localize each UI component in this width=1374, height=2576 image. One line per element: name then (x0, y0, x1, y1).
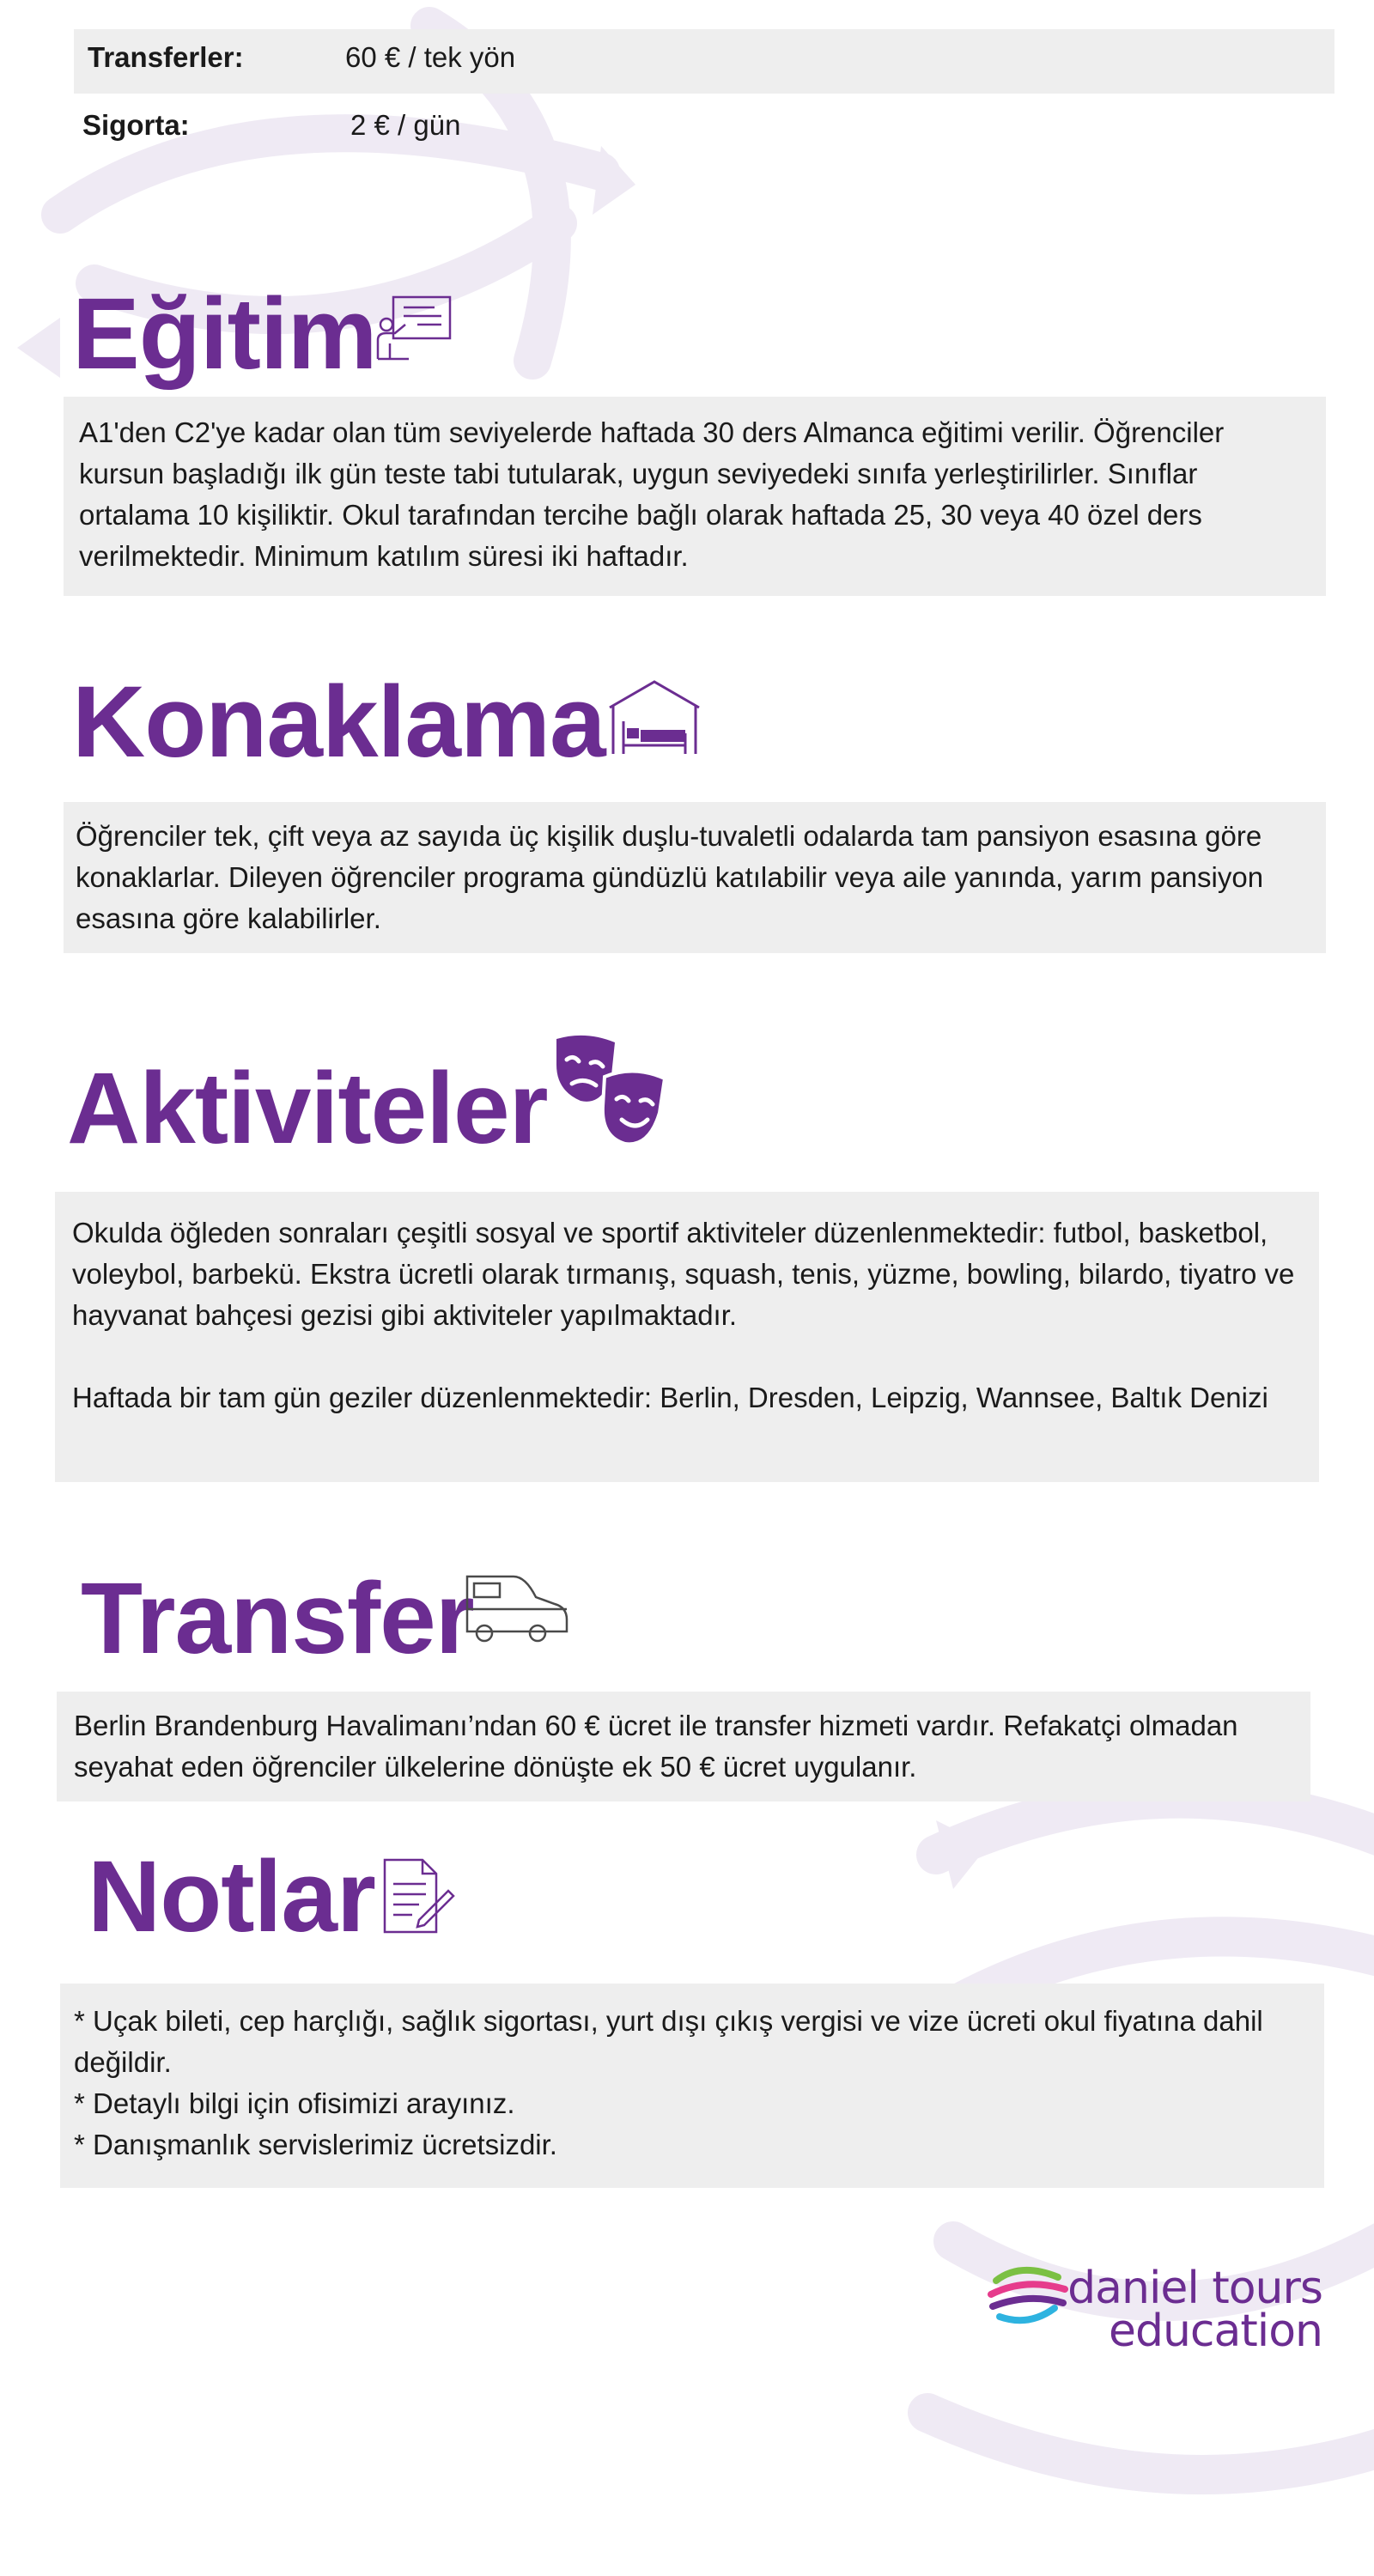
notes-icon (380, 1856, 457, 1935)
notes-item-3: * Danışmanlık servislerimiz ücretsizdir. (74, 2129, 557, 2160)
activities-body-2: Haftada bir tam gün geziler düzenlenmektedir: Berlin, Dresden, Leipzig, Wannsee, Baltık Denizi (72, 1382, 1268, 1413)
logo-line-1: daniel tours (1067, 2263, 1322, 2314)
transfer-price-label: Transferler: (88, 41, 244, 73)
education-title: Eğitim (72, 277, 377, 391)
education-box (64, 397, 1326, 596)
activities-body-1: Okulda öğleden sonraları çeşitli sosyal ve sportif aktiviteler düzenlenmektedir: futbol, basketbol, voleybol, barbekü. Ekstra ücretli olarak tırmanış, squash, tenis, yüzme, bowling, bilardo, tiyatro ve hayvanat bahçesi gezisi gibi aktiviteler yapılmaktadır. (72, 1217, 1295, 1331)
van-icon (464, 1568, 570, 1647)
transfer-price-value: 60 € / tek yön (345, 41, 516, 73)
notes-box (60, 1984, 1324, 2188)
notes-item-2: * Detaylı bilgi için ofisimizi arayınız. (74, 2087, 515, 2119)
theater-masks-icon (551, 1034, 672, 1151)
activities-title: Aktiviteler (67, 1052, 548, 1165)
transfer-body: Berlin Brandenburg Havalimanı’ndan 60 € ücret ile transfer hizmeti vardır. Refakatçi olmadan seyahat eden öğrenciler ülkelerine dönüşte ek 50 € ücret uygulanır. (74, 1710, 1238, 1783)
logo-text (1065, 2263, 1322, 2357)
insurance-price-value: 2 € / gün (350, 109, 461, 141)
logo-swirl-icon (986, 2255, 1068, 2337)
activities-box (55, 1192, 1319, 1482)
paragraph-spacer (72, 1336, 1302, 1377)
presentation-icon (374, 294, 453, 362)
transfer-price-row (74, 29, 1334, 94)
notes-item-1: * Uçak bileti, cep harçlığı, sağlık sigortası, yurt dışı çıkış vergisi ve vize ücreti okul fiyatına dahil değildir. (74, 2005, 1263, 2078)
logo-line-2: education (1108, 2306, 1322, 2357)
transfer-title: Transfer (81, 1562, 474, 1675)
accommodation-box (64, 802, 1326, 953)
notes-title: Notlar (88, 1840, 375, 1953)
accommodation-title: Konaklama (72, 665, 605, 779)
bed-icon (606, 678, 702, 757)
insurance-price-label: Sigorta: (82, 109, 190, 141)
transfer-box (57, 1692, 1310, 1801)
education-body: A1'den C2'ye kadar olan tüm seviyelerde haftada 30 ders Almanca eğitimi verilir. Öğrenciler kursun başladığı ilk gün teste tabi tutularak, uygun seviyedeki sınıfa yerleştirilirler. Sınıflar ortalama 10 kişiliktir. Okul tarafından tercihe bağlı olarak haftada 25, 30 veya 40 özel ders verilmektedir. Minimum katılım süresi iki haftadır. (79, 416, 1225, 572)
accommodation-body: Öğrenciler tek, çift veya az sayıda üç kişilik duşlu-tuvaletli odalarda tam pansiyon esasına göre konaklarlar. Dileyen öğrenciler programa gündüzlü katılabilir veya aile yanında, yarım pansiyon esasına göre kalabilirler. (76, 820, 1264, 934)
